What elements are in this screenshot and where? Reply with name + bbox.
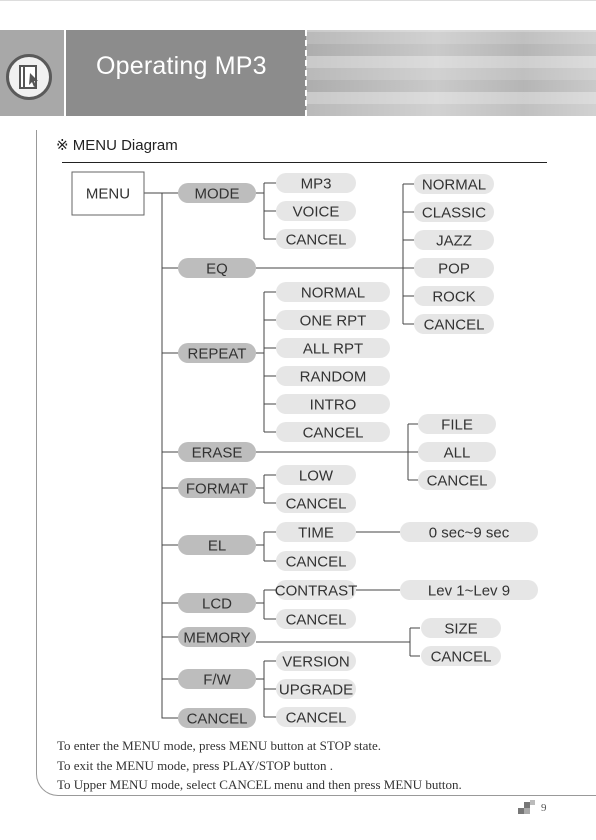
svg-text:UPGRADE: UPGRADE	[278, 681, 354, 699]
erase-option-file	[418, 414, 496, 434]
svg-text:ALL: ALL	[443, 444, 471, 462]
repeat-option-intro	[276, 394, 390, 414]
format-option-low	[276, 465, 356, 485]
menu-root-box	[72, 172, 144, 215]
menu-level1-memory	[178, 627, 256, 647]
fw-option-version	[276, 651, 356, 671]
menu-level1-cancel	[178, 708, 256, 728]
svg-text:ROCK: ROCK	[432, 288, 476, 306]
svg-text:F/W: F/W	[203, 671, 231, 689]
svg-text:CLASSIC: CLASSIC	[421, 204, 487, 222]
svg-text:CANCEL: CANCEL	[186, 710, 248, 728]
repeat-option-one-rpt	[276, 310, 390, 330]
svg-text:REPEAT: REPEAT	[187, 345, 247, 363]
svg-text:NORMAL: NORMAL	[421, 176, 487, 194]
repeat-option-normal	[276, 282, 390, 302]
menu-level1-repeat	[178, 343, 256, 363]
svg-text:MP3: MP3	[300, 175, 332, 193]
el-option-time	[276, 522, 356, 542]
fw-option-upgrade	[276, 679, 356, 699]
repeat-option-random	[276, 366, 390, 386]
svg-text:LCD: LCD	[201, 595, 233, 613]
svg-text:MODE: MODE	[194, 185, 240, 203]
svg-text:NORMAL: NORMAL	[300, 284, 366, 302]
page-number: 9	[541, 802, 547, 814]
mode-option-cancel	[276, 229, 356, 249]
menu-nodes	[72, 172, 538, 728]
page-title: Operating MP3	[96, 52, 267, 80]
repeat-option-cancel	[276, 422, 390, 442]
svg-text:CANCEL: CANCEL	[426, 472, 488, 490]
erase-option-cancel	[418, 470, 496, 490]
svg-text:0 sec~9 sec: 0 sec~9 sec	[428, 524, 510, 542]
mode-option-mp3	[276, 173, 356, 193]
svg-text:CANCEL: CANCEL	[285, 709, 347, 727]
menu-level1-format	[178, 478, 256, 498]
memory-option-size	[421, 618, 501, 638]
fw-option-cancel	[276, 707, 356, 727]
svg-text:CANCEL: CANCEL	[430, 648, 492, 666]
lcd-option-cancel	[276, 609, 356, 629]
eq-option-jazz	[414, 230, 494, 250]
svg-text:MEMORY: MEMORY	[183, 629, 251, 647]
svg-text:INTRO: INTRO	[309, 396, 357, 414]
svg-text:TIME: TIME	[298, 524, 334, 542]
svg-text:VERSION: VERSION	[282, 653, 350, 671]
eq-option-cancel	[414, 314, 494, 334]
memory-option-cancel	[421, 646, 501, 666]
svg-text:FILE: FILE	[441, 416, 473, 434]
svg-text:VOICE: VOICE	[292, 203, 340, 221]
erase-option-all	[418, 442, 496, 462]
lcd-contrast-range	[400, 580, 538, 600]
svg-text:JAZZ: JAZZ	[436, 232, 472, 250]
el-option-cancel	[276, 551, 356, 571]
svg-text:EQ: EQ	[206, 260, 228, 278]
svg-text:EL: EL	[207, 537, 227, 555]
repeat-option-all-rpt	[276, 338, 390, 358]
section-title: ※ MENU Diagram	[56, 137, 178, 154]
svg-text:RANDOM: RANDOM	[299, 368, 367, 386]
svg-text:LOW: LOW	[298, 467, 334, 485]
svg-text:ERASE: ERASE	[191, 444, 243, 462]
menu-level1-erase	[178, 442, 256, 462]
svg-text:CANCEL: CANCEL	[423, 316, 485, 334]
footer-line-2: To exit the MENU mode, press PLAY/STOP button .	[57, 758, 333, 773]
footer-line-3: To Upper MENU mode, select CANCEL menu and then press MENU button.	[57, 777, 462, 792]
svg-text:ONE RPT: ONE RPT	[299, 312, 367, 330]
svg-text:CANCEL: CANCEL	[285, 611, 347, 629]
menu-level1-eq	[178, 258, 256, 278]
svg-text:FORMAT: FORMAT	[185, 480, 249, 498]
eq-option-normal	[414, 174, 494, 194]
svg-text:POP: POP	[438, 260, 470, 278]
format-option-cancel	[276, 493, 356, 513]
eq-option-pop	[414, 258, 494, 278]
menu-level1-mode	[178, 183, 256, 203]
svg-text:CANCEL: CANCEL	[285, 553, 347, 571]
footer-line-1: To enter the MENU mode, press MENU button at STOP state.	[57, 738, 382, 753]
eq-option-rock	[414, 286, 494, 306]
menu-level1-el	[178, 535, 256, 555]
svg-text:MENU: MENU	[85, 185, 131, 203]
eq-option-classic	[414, 202, 494, 222]
menu-level1-lcd	[178, 593, 256, 613]
page-marker-icon	[518, 800, 536, 816]
lcd-option-contrast	[275, 580, 358, 600]
mode-option-voice	[276, 201, 356, 221]
svg-text:CANCEL: CANCEL	[302, 424, 364, 442]
svg-text:Lev 1~Lev 9: Lev 1~Lev 9	[427, 582, 511, 600]
el-time-range	[400, 522, 538, 542]
svg-text:CANCEL: CANCEL	[285, 231, 347, 249]
svg-text:CONTRAST: CONTRAST	[274, 582, 358, 600]
svg-text:ALL RPT: ALL RPT	[302, 340, 364, 358]
menu-level1-f-w	[178, 669, 256, 689]
svg-text:SIZE: SIZE	[444, 620, 478, 638]
svg-text:CANCEL: CANCEL	[285, 495, 347, 513]
